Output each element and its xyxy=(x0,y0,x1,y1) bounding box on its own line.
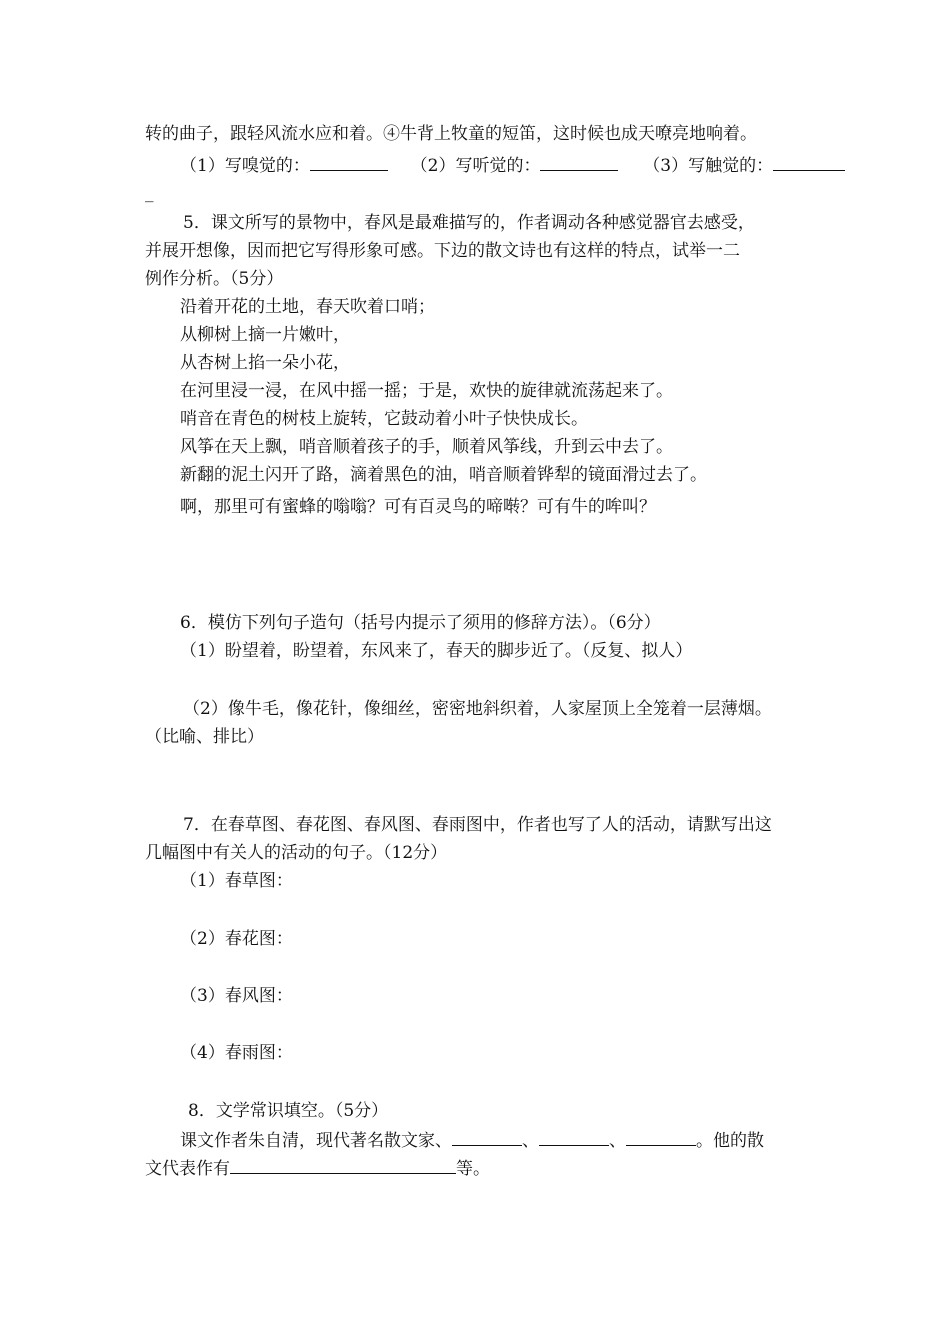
poem-line: 在河里浸一浸，在风中摇一摇；于是，欢快的旋律就流荡起来了。 xyxy=(180,381,673,401)
question-6-item: （比喻、排比） xyxy=(145,727,264,747)
question-6-item: （2）像牛毛，像花针，像细丝，密密地斜织着，人家屋顶上全笼着一层薄烟。 xyxy=(183,699,772,719)
question-7-item: （4）春雨图： xyxy=(180,1043,293,1063)
label-smell: （1）写嗅觉的： xyxy=(180,156,310,176)
label-hearing: （2）写听觉的： xyxy=(410,156,541,176)
blank-essay-2[interactable] xyxy=(539,1130,609,1146)
question-7-item: （3）春风图： xyxy=(180,986,293,1006)
label-touch: （3）写触觉的： xyxy=(643,156,774,176)
poem-line: 沿着开花的土地，春天吹着口哨； xyxy=(180,297,435,317)
blank-essay-1[interactable] xyxy=(452,1130,522,1146)
question-8-line xyxy=(145,1158,490,1180)
question-8-text: 等。 xyxy=(456,1159,490,1179)
question-8-text: 课文作者朱自清，现代著名散文家、 xyxy=(180,1131,452,1151)
question-7-item: （1）春草图： xyxy=(180,871,293,891)
question-6-item: （1）盼望着，盼望着，东风来了，春天的脚步近了。（反复、拟人） xyxy=(180,641,693,661)
poem-line: 风筝在天上飘，哨音顺着孩子的手，顺着风筝线，升到云中去了。 xyxy=(180,437,673,457)
question-8-heading: 8．文学常识填空。（5分） xyxy=(188,1101,389,1121)
question-5-line: 5．课文所写的景物中，春风是最难描写的，作者调动各种感觉器官去感受， xyxy=(183,213,755,233)
separator: 、 xyxy=(522,1131,539,1151)
blank-hearing[interactable] xyxy=(540,155,618,171)
question-5-line: 例作分析。（5分） xyxy=(145,269,284,289)
blank-touch[interactable] xyxy=(773,155,845,171)
question-8-text: 文代表作有 xyxy=(145,1159,230,1179)
blank-representative-works[interactable] xyxy=(230,1158,456,1174)
question-4-answer-row xyxy=(180,155,845,177)
question-7-line: 7．在春草图、春花图、春风图、春雨图中，作者也写了人的活动，请默写出这 xyxy=(183,815,772,835)
question-7-line: 几幅图中有关人的活动的句子。（12分） xyxy=(145,843,448,863)
poem-line: 啊，那里可有蜜蜂的嗡嗡？可有百灵鸟的啼啭？可有牛的哞叫？ xyxy=(180,497,656,517)
poem-line: 新翻的泥土闪开了路，滴着黑色的油，哨音顺着铧犁的镜面滑过去了。 xyxy=(180,465,707,485)
poem-line: 从杏树上掐一朵小花， xyxy=(180,353,350,373)
poem-line: 哨音在青色的树枝上旋转，它鼓动着小叶子快快成长。 xyxy=(180,409,588,429)
poem-line: 从柳树上摘一片嫩叶， xyxy=(180,325,350,345)
question-8-text: 。他的散 xyxy=(696,1131,764,1151)
question-6-heading: 6．模仿下列句子造句（括号内提示了须用的修辞方法）。（6分） xyxy=(180,613,661,633)
separator: 、 xyxy=(609,1131,626,1151)
blank-smell[interactable] xyxy=(310,155,388,171)
text-line: 转的曲子，跟轻风流水应和着。④牛背上牧童的短笛，这时候也成天嘹亮地响着。 xyxy=(145,124,757,144)
question-7-item: （2）春花图： xyxy=(180,929,293,949)
text-line: _ xyxy=(145,183,154,203)
question-8-line xyxy=(180,1130,764,1152)
question-5-line: 并展开想像，因而把它写得形象可感。下边的散文诗也有这样的特点，试举一二 xyxy=(145,241,740,261)
blank-essay-3[interactable] xyxy=(626,1130,696,1146)
